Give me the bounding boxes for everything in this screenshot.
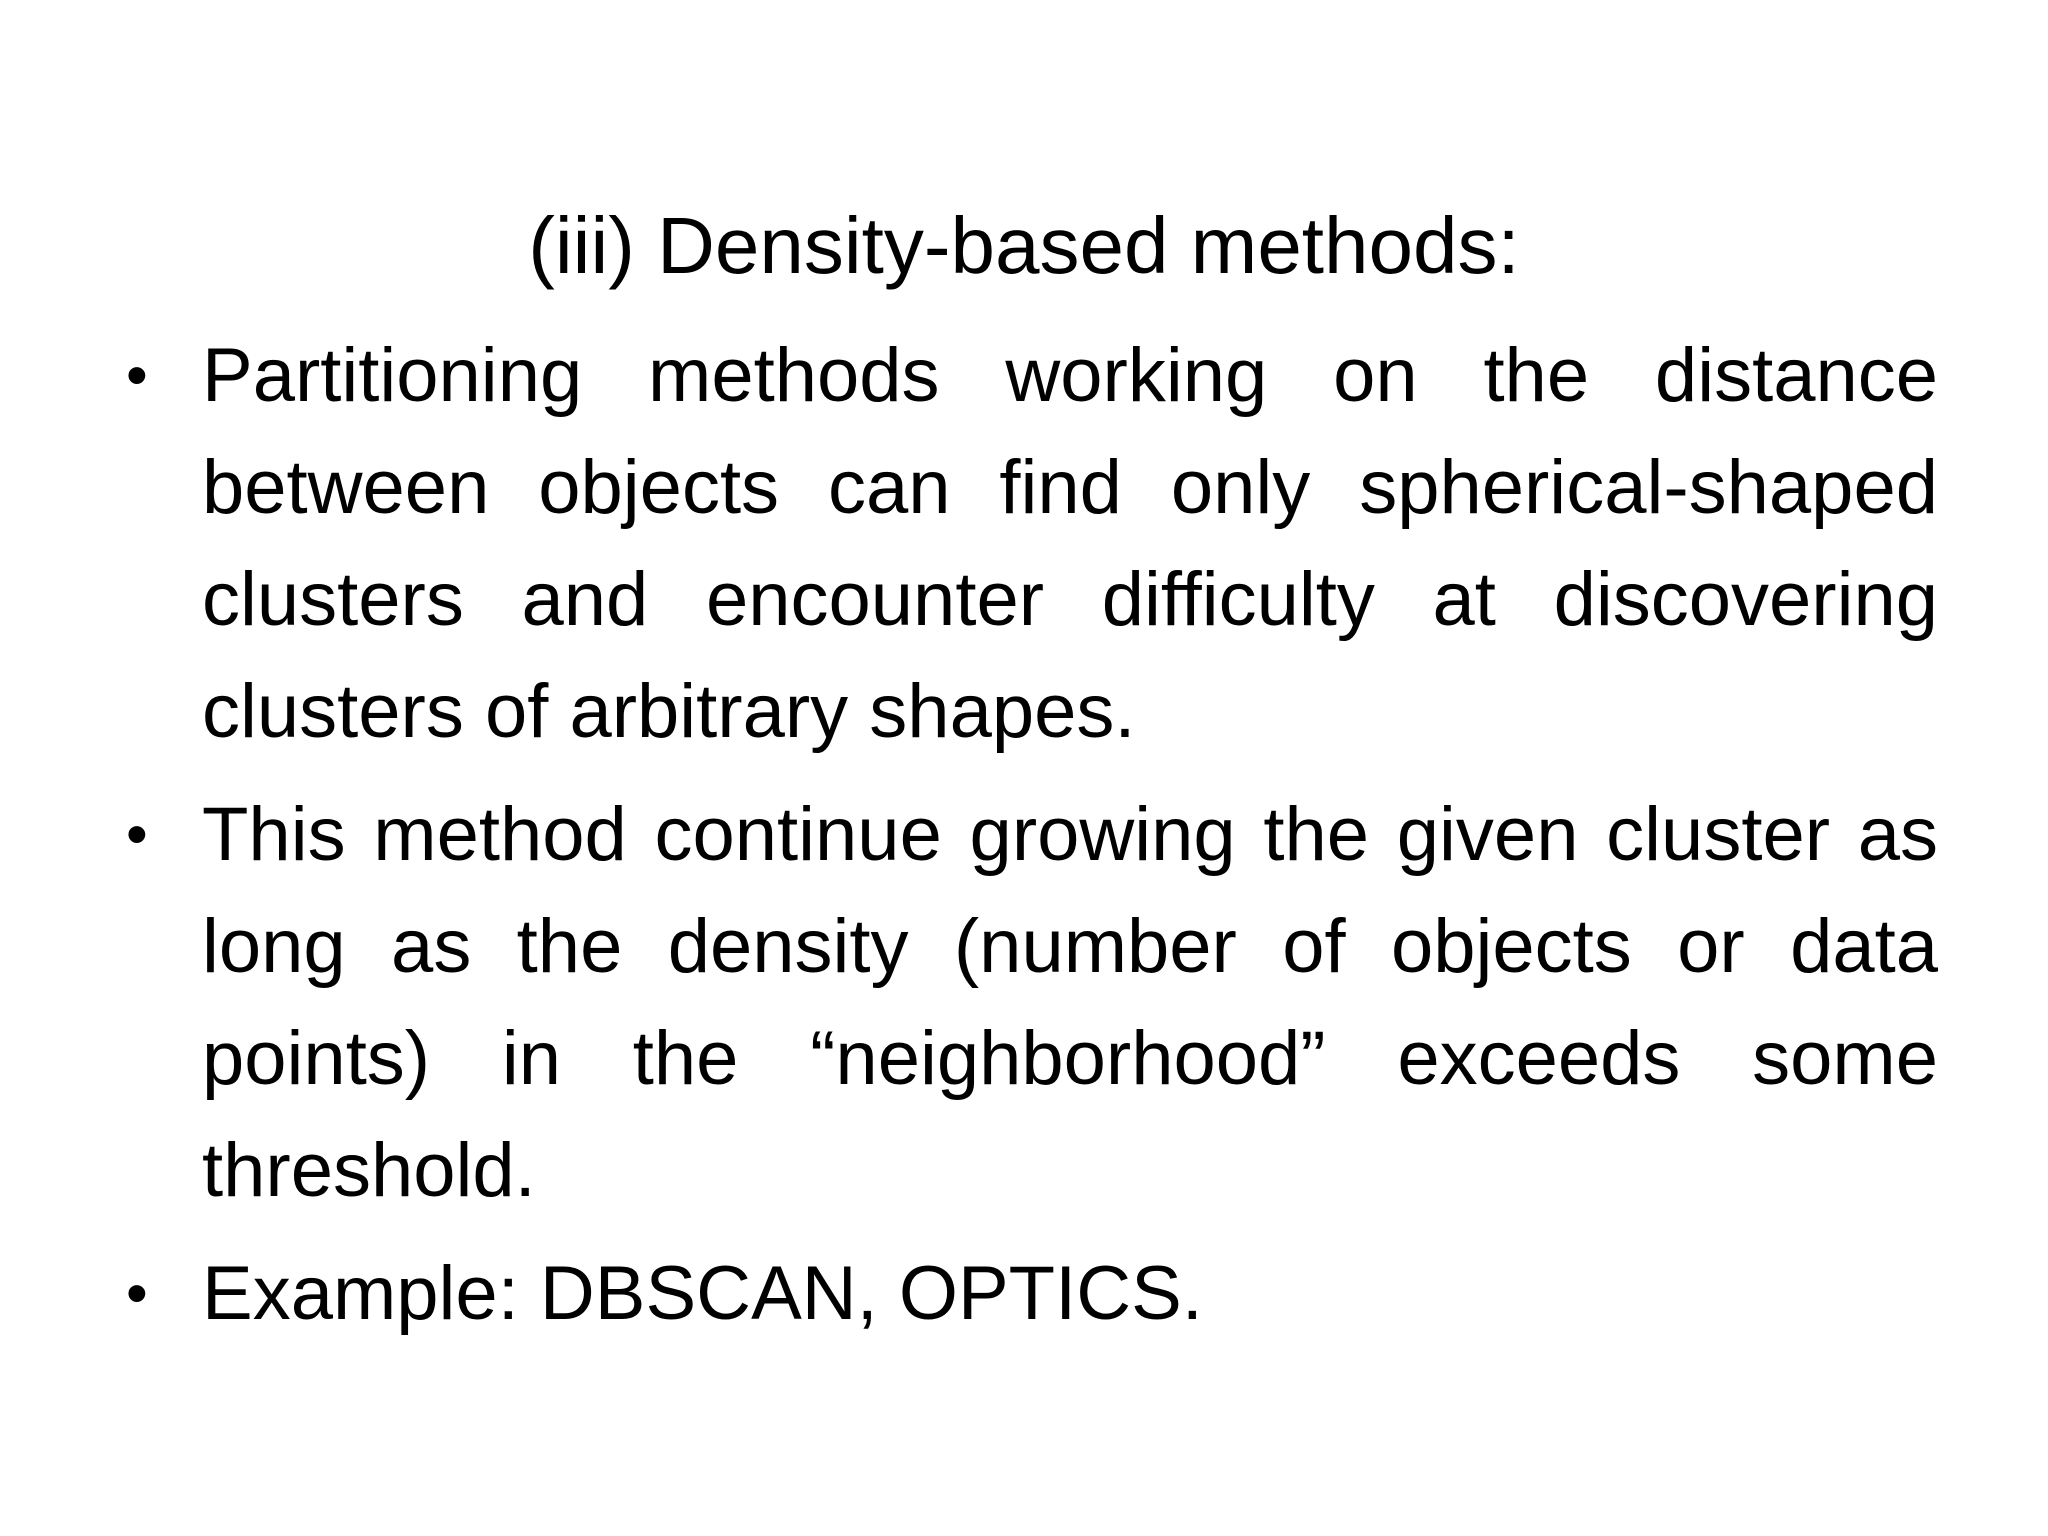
bullet-item-growing-cluster bbox=[118, 779, 1938, 1227]
bullet-item-example bbox=[118, 1238, 1938, 1350]
slide-title: (iii) Density-based methods: bbox=[528, 201, 1520, 290]
bullet-item-partitioning bbox=[118, 320, 1938, 768]
bullet-dot-icon: • bbox=[126, 1259, 148, 1328]
bullet-dot-icon: • bbox=[126, 341, 148, 410]
bullet-text: This method continue growing the given cluster as long as the density (number of objects or data points) in the “neighborhood” exceeds some threshold. bbox=[202, 792, 1938, 1213]
bullet-list bbox=[118, 320, 1938, 1361]
bullet-text: Partitioning methods working on the distance between objects can find only spherical-shaped clusters and encounter difficulty at discovering clusters of arbitrary shapes. bbox=[202, 333, 1938, 754]
bullet-text: Example: DBSCAN, OPTICS. bbox=[202, 1251, 1203, 1336]
bullet-dot-icon: • bbox=[126, 800, 148, 869]
